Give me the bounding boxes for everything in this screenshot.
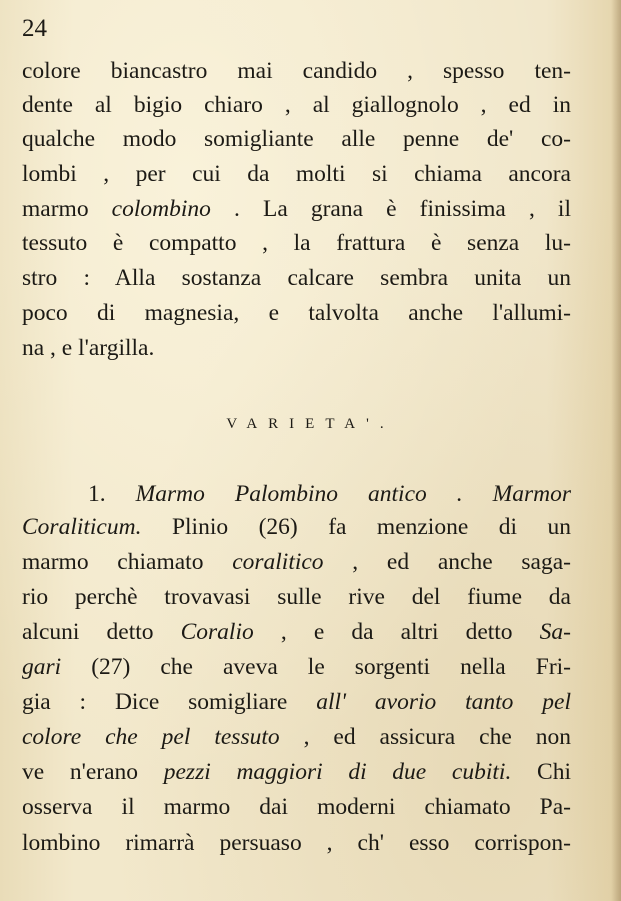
italic-term: coralitico	[232, 549, 324, 575]
text-segment: Chi	[511, 759, 571, 785]
text-line	[22, 757, 571, 787]
italic-term: Coralio	[180, 619, 254, 645]
text-segment: . La grana è finissima , il	[210, 196, 571, 222]
text-line: rio perchè trovavasi sulle rive del fiume da	[22, 584, 571, 610]
text-line: lombino rimarrà persuaso , ch' esso corrispon-	[22, 830, 571, 856]
text-line	[22, 194, 571, 224]
text-line: qualche modo somigliante alle penne de' co-	[22, 126, 571, 152]
italic-quote: all' avorio tanto pel	[316, 689, 571, 715]
italic-term: Sa-	[539, 619, 571, 645]
italic-term: Coraliticum.	[22, 514, 142, 540]
text-line	[22, 687, 571, 717]
italic-quote: pezzi maggiori di due cubiti.	[163, 759, 512, 785]
text-line	[22, 479, 571, 509]
item-number: 1.	[88, 481, 136, 507]
text-segment: , ed assicura che non	[279, 724, 571, 750]
text-line	[22, 722, 571, 752]
italic-title: Marmo Palombino antico . Marmor	[135, 481, 572, 507]
italic-quote: colore che pel tessuto	[22, 724, 280, 750]
section-heading: VARIETA'.	[226, 416, 395, 432]
text-segment: ve n'erano	[22, 759, 164, 785]
text-line: colore biancastro mai candido , spesso ten-	[22, 58, 571, 84]
text-line: lombi , per cui da molti si chiama ancora	[22, 161, 571, 187]
text-segment: alcuni detto	[22, 619, 181, 645]
text-segment: gia : Dice somigliare	[22, 689, 317, 715]
text-line: na , e l'argilla.	[22, 335, 155, 361]
page-edge-shadow	[611, 0, 621, 901]
text-segment: , ed anche saga-	[323, 549, 571, 575]
text-line	[22, 652, 571, 682]
text-segment: (27) che aveva le sorgenti nella Fri-	[61, 654, 571, 680]
text-line: stro : Alla sostanza calcare sembra unita un	[22, 265, 571, 291]
text-segment: marmo	[22, 196, 112, 222]
text-line: poco di magnesia, e talvolta anche l'allumi-	[22, 300, 571, 326]
page-number: 24	[22, 15, 47, 42]
text-segment: marmo chiamato	[22, 549, 233, 575]
italic-term: gari	[22, 654, 62, 680]
text-segment: Plinio (26) fa menzione di un	[141, 514, 571, 540]
text-line	[22, 512, 571, 542]
text-line: tessuto è compatto , la frattura è senza lu-	[22, 230, 571, 256]
text-line: dente al bigio chiaro , al giallognolo , ed in	[22, 92, 571, 118]
text-line	[22, 617, 571, 647]
text-segment: , e da altri detto	[253, 619, 540, 645]
text-line: osserva il marmo dai moderni chiamato Pa-	[22, 794, 571, 820]
text-line	[22, 547, 571, 577]
italic-term: colombino	[111, 196, 211, 222]
